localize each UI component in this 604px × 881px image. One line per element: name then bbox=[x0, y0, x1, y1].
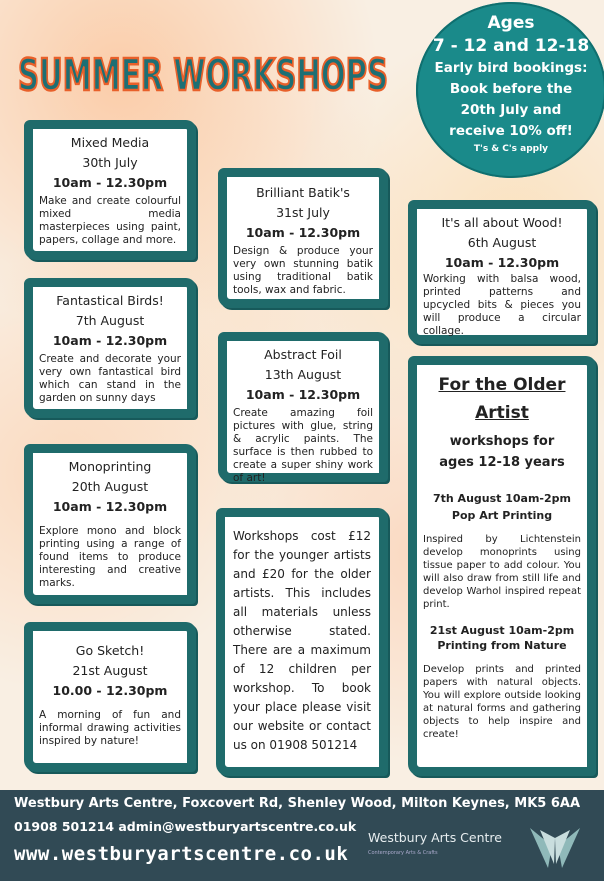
workshop-description: Working with balsa wood, printed patterns and upcycled bits & pieces you will produce a circular collage. bbox=[423, 273, 581, 337]
older-workshop1-title: 7th August 10am-2pm bbox=[432, 492, 571, 505]
older-workshop2-name: Printing from Nature bbox=[437, 639, 567, 652]
workshop-card-fantastical-birds bbox=[24, 278, 196, 418]
workshop-description: Create amazing foil pictures with glue, string & acrylic paints. The surface is then rubbed to create a super shiny work of art! bbox=[233, 407, 373, 484]
workshop-card-mixed-media bbox=[24, 120, 196, 260]
logo-small-text: Contemporary Arts & Crafts bbox=[368, 850, 438, 856]
badge-terms: T's & C's apply bbox=[473, 144, 549, 154]
workshop-date: 31st July bbox=[276, 205, 330, 220]
footer-website-link[interactable]: www.westburyartscentre.co.uk bbox=[14, 843, 349, 865]
workshop-card-brilliant-batiks bbox=[218, 168, 388, 308]
workshop-name: Brilliant Batik's bbox=[256, 185, 350, 200]
older-artist-card bbox=[408, 356, 596, 776]
older-subtitle-line1: workshops for bbox=[449, 434, 555, 449]
workshop-date: 30th July bbox=[82, 155, 138, 170]
workshop-time: 10.00 - 12.30pm bbox=[52, 683, 168, 698]
older-workshop2-description: Develop prints and printed papers with natural objects. You will explore outside looking at natural forms and gathering objects to help inspire and create! bbox=[423, 664, 581, 740]
badge-age-range: 7 - 12 and 12-18 bbox=[432, 36, 590, 56]
workshop-time: 10am - 12.30pm bbox=[52, 175, 168, 190]
footer-contact[interactable]: 01908 501214 admin@westburyartscentre.co.uk bbox=[14, 819, 357, 834]
workshop-name: Mixed Media bbox=[70, 135, 150, 150]
older-workshop2-title: 21st August 10am-2pm bbox=[429, 624, 575, 637]
workshop-name: Abstract Foil bbox=[264, 347, 342, 362]
older-subtitle-line2: ages 12-18 years bbox=[439, 455, 565, 470]
workshop-description: Create and decorate your very own fantastical bird which can stand in the garden on sunny days bbox=[39, 353, 181, 404]
workshop-time: 10am - 12.30pm bbox=[245, 387, 361, 402]
ages-badge bbox=[416, 2, 604, 178]
workshop-date: 20th August bbox=[71, 479, 149, 494]
workshop-name: Monoprinting bbox=[68, 459, 152, 474]
older-workshop1-name: Pop Art Printing bbox=[451, 509, 553, 522]
footer bbox=[0, 790, 604, 881]
workshop-time: 10am - 12.30pm bbox=[52, 333, 168, 348]
workshop-time: 10am - 12.30pm bbox=[444, 255, 560, 270]
pricing-info-text: Workshops cost £12 for the younger artists and £20 for the older artists. This includes all materials unless otherwise stated. There are a maximum of 12 children per workshop. To book your place please visit our website or contact us on 01908 501214 bbox=[233, 529, 371, 752]
workshop-date: 13th August bbox=[264, 367, 342, 382]
older-workshop1-description: Inspired by Lichtenstein develop monoprints using tissue paper to add colour. You will also draw from still life and develop Warhol inspired repeat print. bbox=[423, 534, 581, 610]
workshop-time: 10am - 12.30pm bbox=[52, 499, 168, 514]
workshop-name: Go Sketch! bbox=[75, 643, 145, 658]
workshop-card-go-sketch bbox=[24, 622, 196, 772]
page-title bbox=[14, 32, 394, 112]
older-title-line2: Artist bbox=[475, 403, 529, 423]
workshop-description: Make and create colourful mixed media masterpieces using paint, papers, collage and more. bbox=[39, 195, 181, 246]
workshop-date: 7th August bbox=[75, 313, 145, 328]
workshop-card-monoprinting bbox=[24, 444, 196, 604]
westbury-logo bbox=[360, 824, 590, 876]
workshop-time: 10am - 12.30pm bbox=[245, 225, 361, 240]
workshop-description: Design & produce your very own stunning batik using traditional batik tools, wax and fabric. bbox=[233, 245, 373, 296]
badge-early-bird: Early bird bookings: bbox=[434, 60, 588, 76]
workshop-card-all-about-wood bbox=[408, 200, 596, 344]
workshop-name: Fantastical Birds! bbox=[56, 293, 164, 308]
footer-address: Westbury Arts Centre, Foxcovert Rd, Shenley Wood, Milton Keynes, MK5 6AA bbox=[14, 796, 581, 811]
workshop-name: It's all about Wood! bbox=[441, 215, 563, 230]
badge-ages: Ages bbox=[487, 13, 535, 33]
workshop-card-abstract-foil bbox=[218, 332, 388, 482]
badge-book-before: Book before the bbox=[449, 81, 573, 97]
older-title-line1: For the Older bbox=[438, 375, 566, 395]
badge-discount: receive 10% off! bbox=[449, 123, 573, 139]
workshop-description: Explore mono and block printing using a range of found items to produce interesting and creative marks. bbox=[39, 525, 181, 589]
logo-text: Westbury Arts Centre bbox=[368, 830, 502, 845]
workshop-date: 21st August bbox=[72, 663, 148, 678]
title-text: SUMMER WORKSHOPS bbox=[18, 50, 388, 101]
logo-wings-icon bbox=[528, 824, 582, 872]
workshop-description: A morning of fun and informal drawing activities inspired by nature! bbox=[39, 709, 181, 747]
workshop-date: 6th August bbox=[467, 235, 537, 250]
pricing-info-card bbox=[216, 508, 388, 776]
badge-date: 20th July and bbox=[460, 102, 562, 118]
